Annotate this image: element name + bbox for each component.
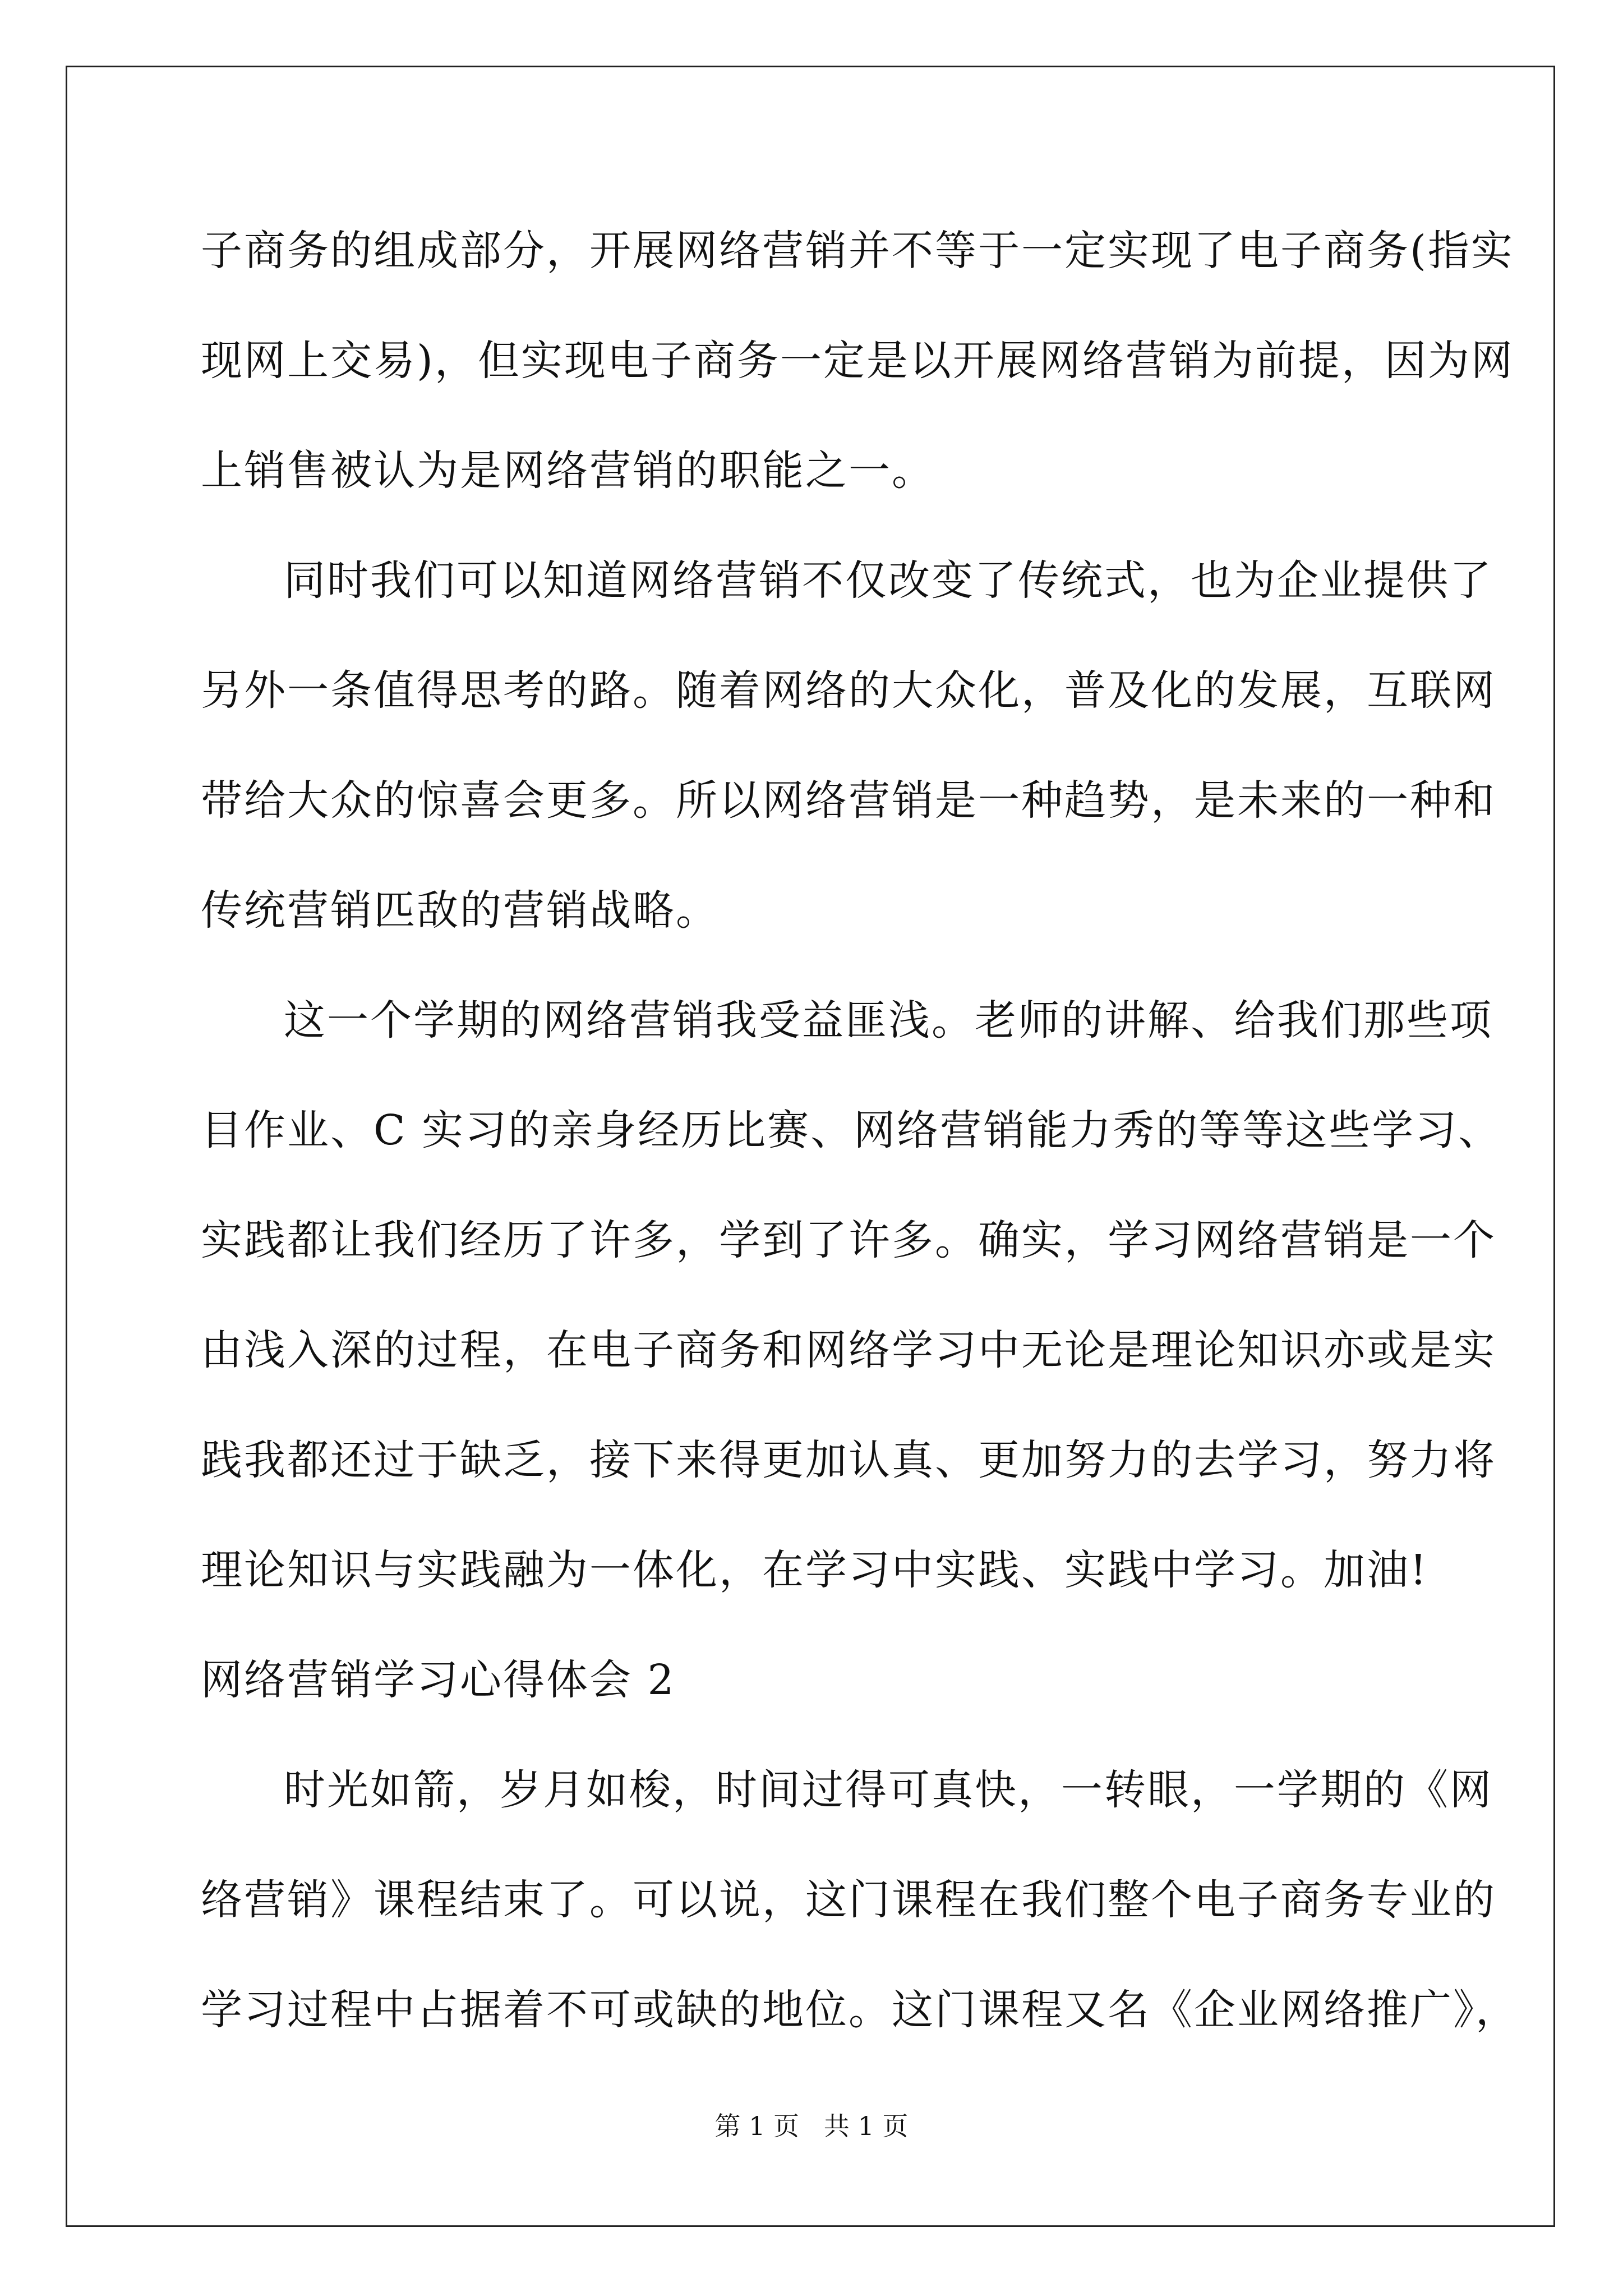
text-line: 传统营销匹敌的营销战略。 <box>201 886 719 935</box>
text-line: 学习过程中占据着不可或缺的地位。这门课程又名《企业网络推广》， <box>201 1986 1519 2034</box>
text-line: 子商务的组成部分，开展网络营销并不等于一定实现了电子商务(指实 <box>201 227 1514 275</box>
text-line: 由浅入深的过程，在电子商务和网络学习中无论是理论知识亦或是实 <box>201 1326 1496 1374</box>
text-line: 上销售被认为是网络营销的职能之一。 <box>201 447 935 495</box>
text-line: 另外一条值得思考的路。随着网络的大众化，普及化的发展，互联网 <box>201 666 1496 715</box>
text-line: 现网上交易)，但实现电子商务一定是以开展网络营销为前提，因为网 <box>201 337 1514 385</box>
text-line: 络营销》课程结束了。可以说，这门课程在我们整个电子商务专业的 <box>201 1876 1496 1924</box>
document-body <box>201 209 1519 2078</box>
paragraph-first-line: 这一个学期的网络营销我受益匪浅。老师的讲解、给我们那些项 <box>284 996 1493 1045</box>
text-line: 践我都还过于缺乏，接下来得更加认真、更加努力的去学习，努力将 <box>201 1436 1496 1484</box>
paragraph-first-line: 时光如箭，岁月如梭，时间过得可真快，一转眼，一学期的《网 <box>284 1766 1493 1814</box>
page-footer: 第 1 页 共 1 页 <box>714 2111 909 2141</box>
paragraph-first-line: 同时我们可以知道网络营销不仅改变了传统式，也为企业提供了 <box>284 556 1493 605</box>
text-line: 理论知识与实践融为一体化，在学习中实践、实践中学习。加油! <box>201 1546 1428 1594</box>
section-heading: 网络营销学习心得体会 2 <box>201 1656 676 1704</box>
text-line: 目作业、C 实习的亲身经历比赛、网络营销能力秀的等等这些学习、 <box>201 1106 1502 1154</box>
text-line: 实践都让我们经历了许多，学到了许多。确实，学习网络营销是一个 <box>201 1216 1496 1264</box>
text-line: 带给大众的惊喜会更多。所以网络营销是一种趋势，是未来的一种和 <box>201 776 1496 825</box>
